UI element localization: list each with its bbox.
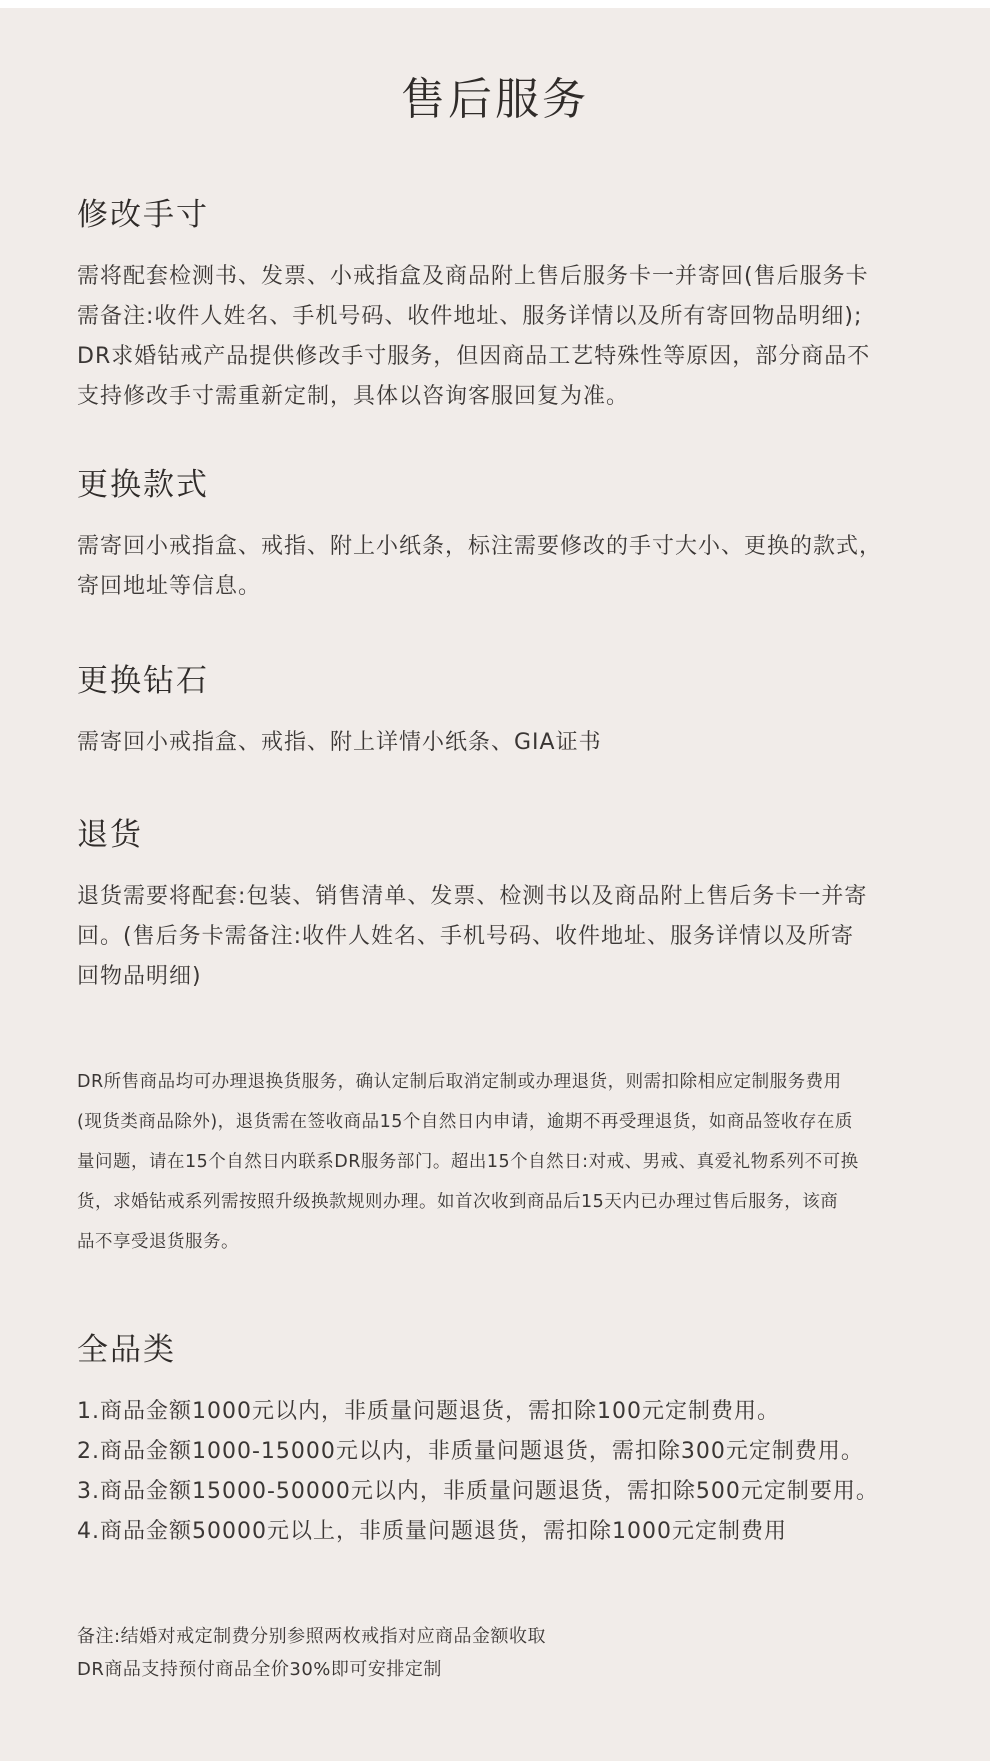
- fee-item: 3.商品金额15000-50000元以内，非质量问题退货，需扣除500元定制要用。: [77, 1479, 879, 1504]
- section-body-change-diamond: [77, 723, 927, 763]
- policy-line: 品不享受退货服务。: [77, 1232, 239, 1252]
- paragraph-line: 需将配套检测书、发票、小戒指盒及商品附上售后服务卡一并寄回(售后服务卡: [77, 264, 869, 289]
- section-body-returns: [77, 877, 927, 997]
- fee-list: [77, 1392, 927, 1552]
- remarks: [77, 1620, 927, 1686]
- page-title: 售后服务: [401, 74, 589, 125]
- paragraph-line: 回。(售后务卡需备注:收件人姓名、手机号码、收件地址、服务详情以及所寄: [77, 924, 854, 949]
- remark-line: DR商品支持预付商品全价30%即可安排定制: [77, 1659, 442, 1680]
- paragraph-line: 回物品明细): [77, 964, 202, 989]
- paragraph-line: 需寄回小戒指盒、戒指、附上小纸条，标注需要修改的手寸大小、更换的款式，: [77, 534, 883, 559]
- policy-line: 量问题，请在15个自然日内联系DR服务部门。超出15个自然日:对戒、男戒、真爱礼物系列不可换: [77, 1152, 859, 1172]
- fee-item: 2.商品金额1000-15000元以内，非质量问题退货，需扣除300元定制费用。: [77, 1439, 864, 1464]
- policy-note: [77, 1062, 927, 1262]
- section-heading-resize: 修改手寸: [77, 197, 209, 233]
- section-heading-returns: 退货: [77, 817, 143, 853]
- paragraph-line: DR求婚钻戒产品提供修改手寸服务，但因商品工艺特殊性等原因，部分商品不: [77, 344, 871, 369]
- section-body-resize: [77, 257, 927, 417]
- section-heading-all-categories: 全品类: [77, 1332, 176, 1368]
- policy-line: DR所售商品均可办理退换货服务，确认定制后取消定制或办理退货，则需扣除相应定制服务费用: [77, 1072, 842, 1092]
- after-sales-panel: [0, 8, 990, 1761]
- paragraph-line: 退货需要将配套:包装、销售清单、发票、检测书以及商品附上售后务卡一并寄: [77, 884, 868, 909]
- fee-item: 1.商品金额1000元以内，非质量问题退货，需扣除100元定制费用。: [77, 1399, 780, 1424]
- policy-line: (现货类商品除外)，退货需在签收商品15个自然日内申请，逾期不再受理退货，如商品签收存在质: [77, 1112, 853, 1132]
- section-heading-change-style: 更换款式: [77, 467, 209, 503]
- policy-line: 货，求婚钻戒系列需按照升级换款规则办理。如首次收到商品后15天内已办理过售后服务，该商: [77, 1192, 839, 1212]
- paragraph-line: 需寄回小戒指盒、戒指、附上详情小纸条、GIA证书: [77, 730, 602, 755]
- paragraph-line: 支持修改手寸需重新定制，具体以咨询客服回复为准。: [77, 384, 630, 409]
- paragraph-line: 需备注:收件人姓名、手机号码、收件地址、服务详情以及所有寄回物品明细);: [77, 304, 863, 329]
- section-heading-change-diamond: 更换钻石: [77, 663, 209, 699]
- paragraph-line: 寄回地址等信息。: [77, 574, 262, 599]
- section-body-change-style: [77, 527, 927, 607]
- remark-line: 备注:结婚对戒定制费分别参照两枚戒指对应商品金额收取: [77, 1626, 547, 1647]
- fee-item: 4.商品金额50000元以上，非质量问题退货，需扣除1000元定制费用: [77, 1519, 787, 1544]
